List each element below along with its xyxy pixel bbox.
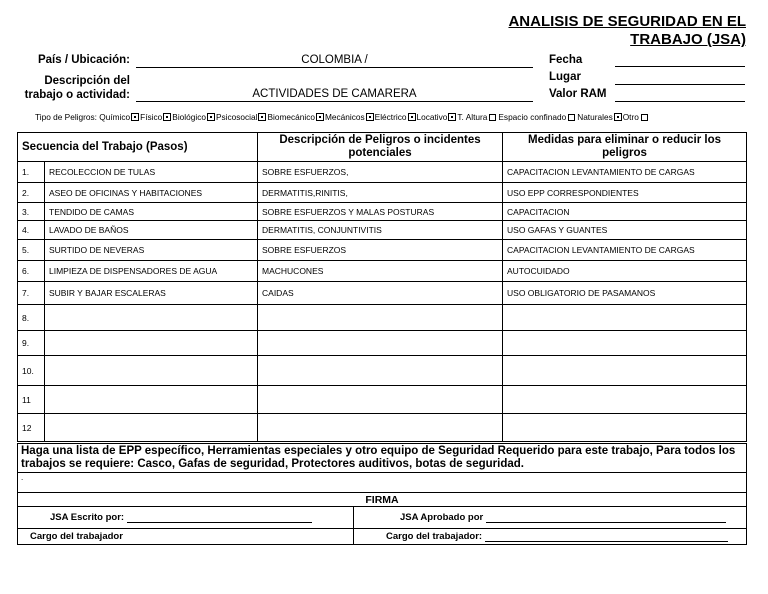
cargo-right-label: Cargo del trabajador: — [386, 531, 483, 542]
row-number: 3. — [18, 203, 45, 221]
hazard-checkbox[interactable] — [164, 114, 170, 120]
approved-by-cell — [354, 507, 747, 529]
row-number: 12 — [18, 414, 45, 442]
hazard-checkbox[interactable] — [568, 114, 575, 121]
hazard-cell[interactable]: SOBRE ESFUERZOS, — [258, 162, 503, 183]
hazard-cell[interactable]: SOBRE ESFUERZOS Y MALAS POSTURAS — [258, 203, 503, 221]
header-hazards: Descripción de Peligros o incidentes potenciales — [258, 133, 503, 162]
table-row — [18, 331, 747, 356]
hazard-option — [498, 112, 575, 122]
hazard-checkbox[interactable] — [615, 114, 621, 120]
table-row — [18, 221, 747, 240]
hazard-label: Eléctrico — [374, 112, 407, 122]
measure-cell[interactable]: USO GAFAS Y GUANTES — [503, 221, 747, 240]
hazard-cell[interactable]: CAIDAS — [258, 282, 503, 305]
row-number: 9. — [18, 331, 45, 356]
measure-cell[interactable]: CAPACITACION LEVANTAMIENTO DE CARGAS — [503, 240, 747, 261]
step-cell[interactable]: LIMPIEZA DE DISPENSADORES DE AGUA — [45, 261, 258, 282]
descripcion-field[interactable]: ACTIVIDADES DE CAMARERA — [136, 87, 533, 102]
hazard-cell[interactable] — [258, 414, 503, 442]
hazard-option — [417, 112, 456, 122]
descripcion-label-line-2: trabajo o actividad: — [24, 89, 130, 101]
step-cell[interactable]: SURTIDO DE NEVERAS — [45, 240, 258, 261]
hazard-option — [325, 112, 373, 122]
header-steps: Secuencia del Trabajo (Pasos) — [18, 133, 258, 162]
row-number: 7. — [18, 282, 45, 305]
hazard-label: Mecánicos — [325, 112, 365, 122]
epp-field[interactable]: . — [18, 473, 747, 493]
hazard-checkbox[interactable] — [208, 114, 214, 120]
row-number: 6. — [18, 261, 45, 282]
table-row — [18, 356, 747, 386]
document-title — [508, 13, 746, 49]
step-cell[interactable]: LAVADO DE BAÑOS — [45, 221, 258, 240]
row-number: 1. — [18, 162, 45, 183]
hazard-option — [267, 112, 323, 122]
title-line-1: ANALISIS DE SEGURIDAD EN EL — [508, 13, 746, 30]
descripcion-label — [18, 74, 130, 102]
hazard-checkbox[interactable] — [367, 114, 373, 120]
hazard-label: Biológico — [172, 112, 206, 122]
hazard-label: Psicosocial — [215, 112, 258, 122]
hazard-cell[interactable] — [258, 386, 503, 414]
hazard-cell[interactable] — [258, 356, 503, 386]
hazard-checkbox[interactable] — [409, 114, 415, 120]
measure-cell[interactable]: USO OBLIGATORIO DE PASAMANOS — [503, 282, 747, 305]
jsa-table — [17, 132, 747, 442]
lugar-label: Lugar — [549, 71, 581, 83]
row-number: 8. — [18, 305, 45, 331]
measure-cell[interactable] — [503, 414, 747, 442]
hazard-cell[interactable]: SOBRE ESFUERZOS — [258, 240, 503, 261]
pais-label: País / Ubicación: — [37, 54, 130, 66]
valor-ram-field[interactable] — [615, 87, 745, 102]
hazard-cell[interactable] — [258, 331, 503, 356]
hazard-cell[interactable]: MACHUCONES — [258, 261, 503, 282]
fecha-field[interactable] — [615, 52, 745, 67]
hazard-label: Físico — [140, 112, 163, 122]
hazard-label: Locativo — [416, 112, 448, 122]
title-line-2: TRABAJO (JSA) — [630, 31, 746, 48]
hazard-label: Espacio confinado — [498, 112, 567, 122]
epp-instructions: Haga una lista de EPP específico, Herramientas especiales y otro equipo de Seguridad Requerido para este trabajo, Para todos los trabajos se requiere: Casco, Gafas de seguridad, Protectores auditivos, botas de seguridad. — [18, 444, 747, 473]
table-row — [18, 203, 747, 221]
hazard-checkbox[interactable] — [489, 114, 496, 121]
hazard-cell[interactable] — [258, 305, 503, 331]
step-cell[interactable] — [45, 331, 258, 356]
hazard-option — [99, 112, 138, 122]
header-measures: Medidas para eliminar o reducir los peligros — [503, 133, 747, 162]
hazard-checkbox[interactable] — [317, 114, 323, 120]
measure-cell[interactable]: AUTOCUIDADO — [503, 261, 747, 282]
measure-cell[interactable] — [503, 331, 747, 356]
step-cell[interactable]: ASEO DE OFICINAS Y HABITACIONES — [45, 183, 258, 203]
pais-field[interactable]: COLOMBIA / — [136, 53, 533, 68]
table-row — [18, 261, 747, 282]
hazard-option — [375, 112, 415, 122]
table-row — [18, 162, 747, 183]
hazard-checkbox[interactable] — [132, 114, 138, 120]
table-row — [18, 240, 747, 261]
hazard-types — [35, 112, 735, 122]
approved-by-label: JSA Aprobado por — [400, 512, 484, 523]
hazard-option — [140, 112, 170, 122]
hazard-label: Naturales — [577, 112, 613, 122]
firma-label: FIRMA — [18, 493, 747, 507]
row-number: 2. — [18, 183, 45, 203]
hazard-checkbox[interactable] — [641, 114, 648, 121]
row-number: 5. — [18, 240, 45, 261]
row-number: 11 — [18, 386, 45, 414]
approved-by-field[interactable] — [486, 522, 726, 523]
valor-ram-label: Valor RAM — [549, 88, 607, 100]
measure-cell[interactable]: CAPACITACION — [503, 203, 747, 221]
step-cell[interactable]: SUBIR Y BAJAR ESCALERAS — [45, 282, 258, 305]
hazard-label: Biomecánico — [267, 112, 315, 122]
hazard-label: T. Altura — [457, 112, 488, 122]
hazard-cell[interactable]: DERMATITIS,RINITIS, — [258, 183, 503, 203]
measure-cell[interactable]: CAPACITACION LEVANTAMIENTO DE CARGAS — [503, 162, 747, 183]
written-by-cell — [18, 507, 354, 529]
cargo-right-cell — [354, 529, 747, 545]
step-cell[interactable] — [45, 356, 258, 386]
cargo-right-field[interactable] — [485, 541, 728, 542]
hazard-checkbox[interactable] — [449, 114, 455, 120]
written-by-field[interactable] — [127, 522, 312, 523]
hazard-option — [216, 112, 266, 122]
table-row — [18, 386, 747, 414]
footer-table — [17, 443, 747, 545]
hazard-option — [623, 112, 648, 122]
table-row — [18, 282, 747, 305]
measure-cell[interactable] — [503, 386, 747, 414]
hazard-prefix: Tipo de Peligros: — [35, 112, 97, 122]
lugar-field[interactable] — [615, 70, 745, 85]
hazard-label: Otro — [622, 112, 639, 122]
hazard-cell[interactable]: DERMATITIS, CONJUNTIVITIS — [258, 221, 503, 240]
descripcion-label-line-1: Descripción del — [44, 75, 130, 87]
step-cell[interactable] — [45, 305, 258, 331]
step-cell[interactable] — [45, 414, 258, 442]
table-row — [18, 414, 747, 442]
step-cell[interactable]: TENDIDO DE CAMAS — [45, 203, 258, 221]
cargo-left-label: Cargo del trabajador — [30, 531, 123, 542]
table-row — [18, 183, 747, 203]
hazard-label: Químico — [99, 112, 131, 122]
measure-cell[interactable] — [503, 305, 747, 331]
measure-cell[interactable]: USO EPP CORRESPONDIENTES — [503, 183, 747, 203]
table-row — [18, 305, 747, 331]
step-cell[interactable] — [45, 386, 258, 414]
hazard-option — [172, 112, 214, 122]
row-number: 10. — [18, 356, 45, 386]
step-cell[interactable]: RECOLECCION DE TULAS — [45, 162, 258, 183]
fecha-label: Fecha — [549, 54, 583, 66]
hazard-checkbox[interactable] — [259, 114, 265, 120]
hazard-option — [457, 112, 496, 122]
hazard-option — [577, 112, 621, 122]
row-number: 4. — [18, 221, 45, 240]
cargo-left-cell — [18, 529, 354, 545]
written-by-label: JSA Escrito por: — [50, 512, 125, 523]
measure-cell[interactable] — [503, 356, 747, 386]
